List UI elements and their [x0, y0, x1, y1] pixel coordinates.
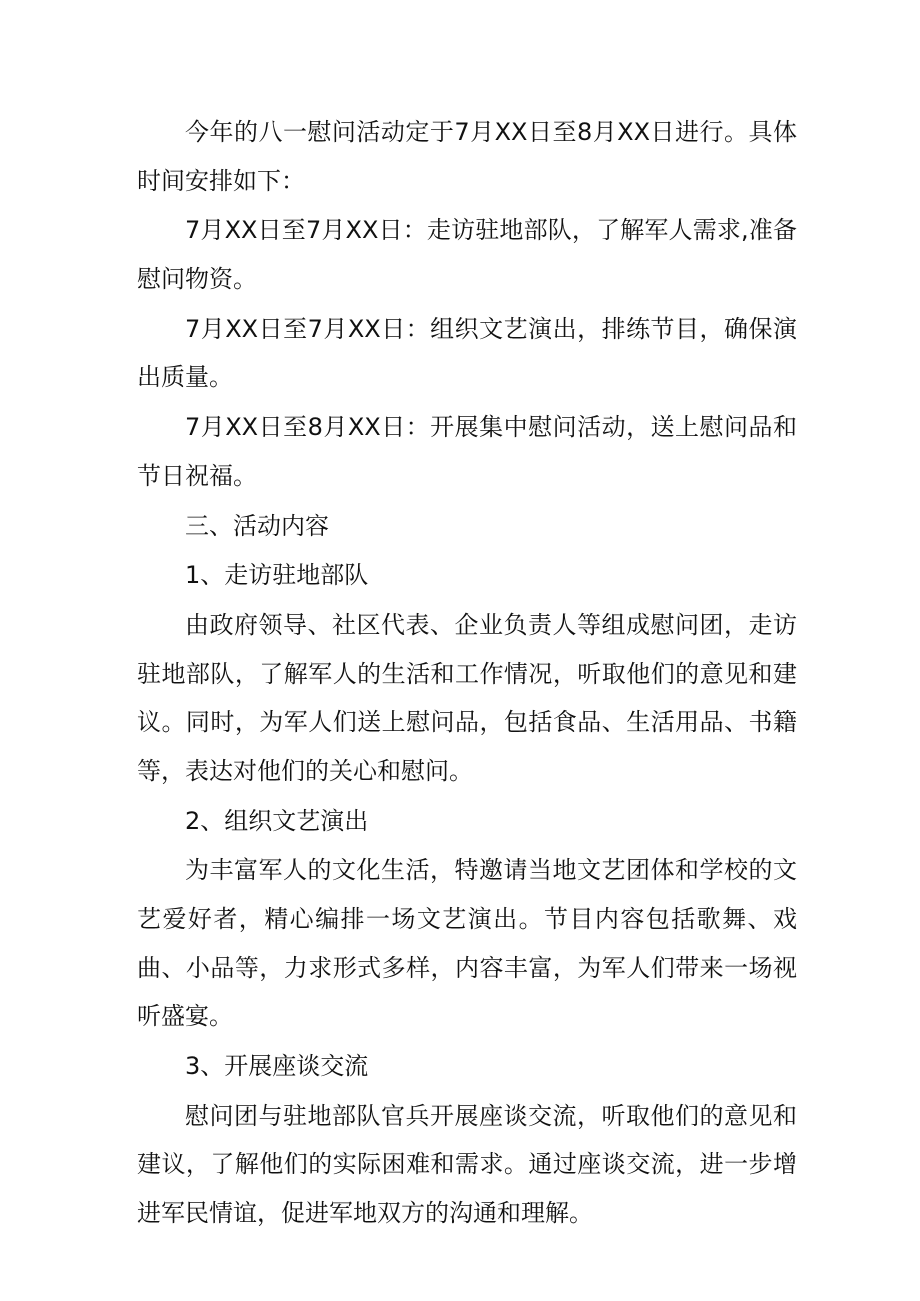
performance-paragraph: 为丰富军人的文化生活，特邀请当地文艺团体和学校的文艺爱好者，精心编排一场文艺演出。节目内容包括歌舞、戏曲、小品等，力求形式多样，内容丰富，为军人们带来一场视听盛宴。: [137, 856, 797, 1031]
document-body: [137, 108, 797, 1239]
schedule-item-3: 7月XX日至8月XX日：开展集中慰问活动，送上慰问品和节日祝福。: [137, 413, 797, 490]
visit-troops-paragraph: 由政府领导、社区代表、企业负责人等组成慰问团，走访驻地部队，了解军人的生活和工作情况，听取他们的意见和建议。同时，为军人们送上慰问品，包括食品、生活用品、书籍等，表达对他们的关心和慰问。: [137, 611, 797, 785]
subheading-forum-exchange: 3、开展座谈交流: [185, 1051, 369, 1080]
section-heading-activity-content: 三、活动内容: [185, 511, 329, 540]
schedule-intro-paragraph: 今年的八一慰问活动定于7月XX日至8月XX日进行。具体时间安排如下：: [137, 118, 797, 195]
forum-exchange-paragraph: 慰问团与驻地部队官兵开展座谈交流，听取他们的意见和建议，了解他们的实际困难和需求。通过座谈交流，进一步增进军民情谊，促进军地双方的沟通和理解。: [137, 1101, 797, 1227]
subheading-performance: 2、组织文艺演出: [185, 806, 369, 835]
schedule-item-1: 7月XX日至7月XX日：走访驻地部队，了解军人需求,准备慰问物资。: [137, 216, 797, 293]
subheading-visit-troops: 1、走访驻地部队: [185, 561, 369, 590]
schedule-item-2: 7月XX日至7月XX日：组织文艺演出，排练节目，确保演出质量。: [137, 314, 797, 392]
